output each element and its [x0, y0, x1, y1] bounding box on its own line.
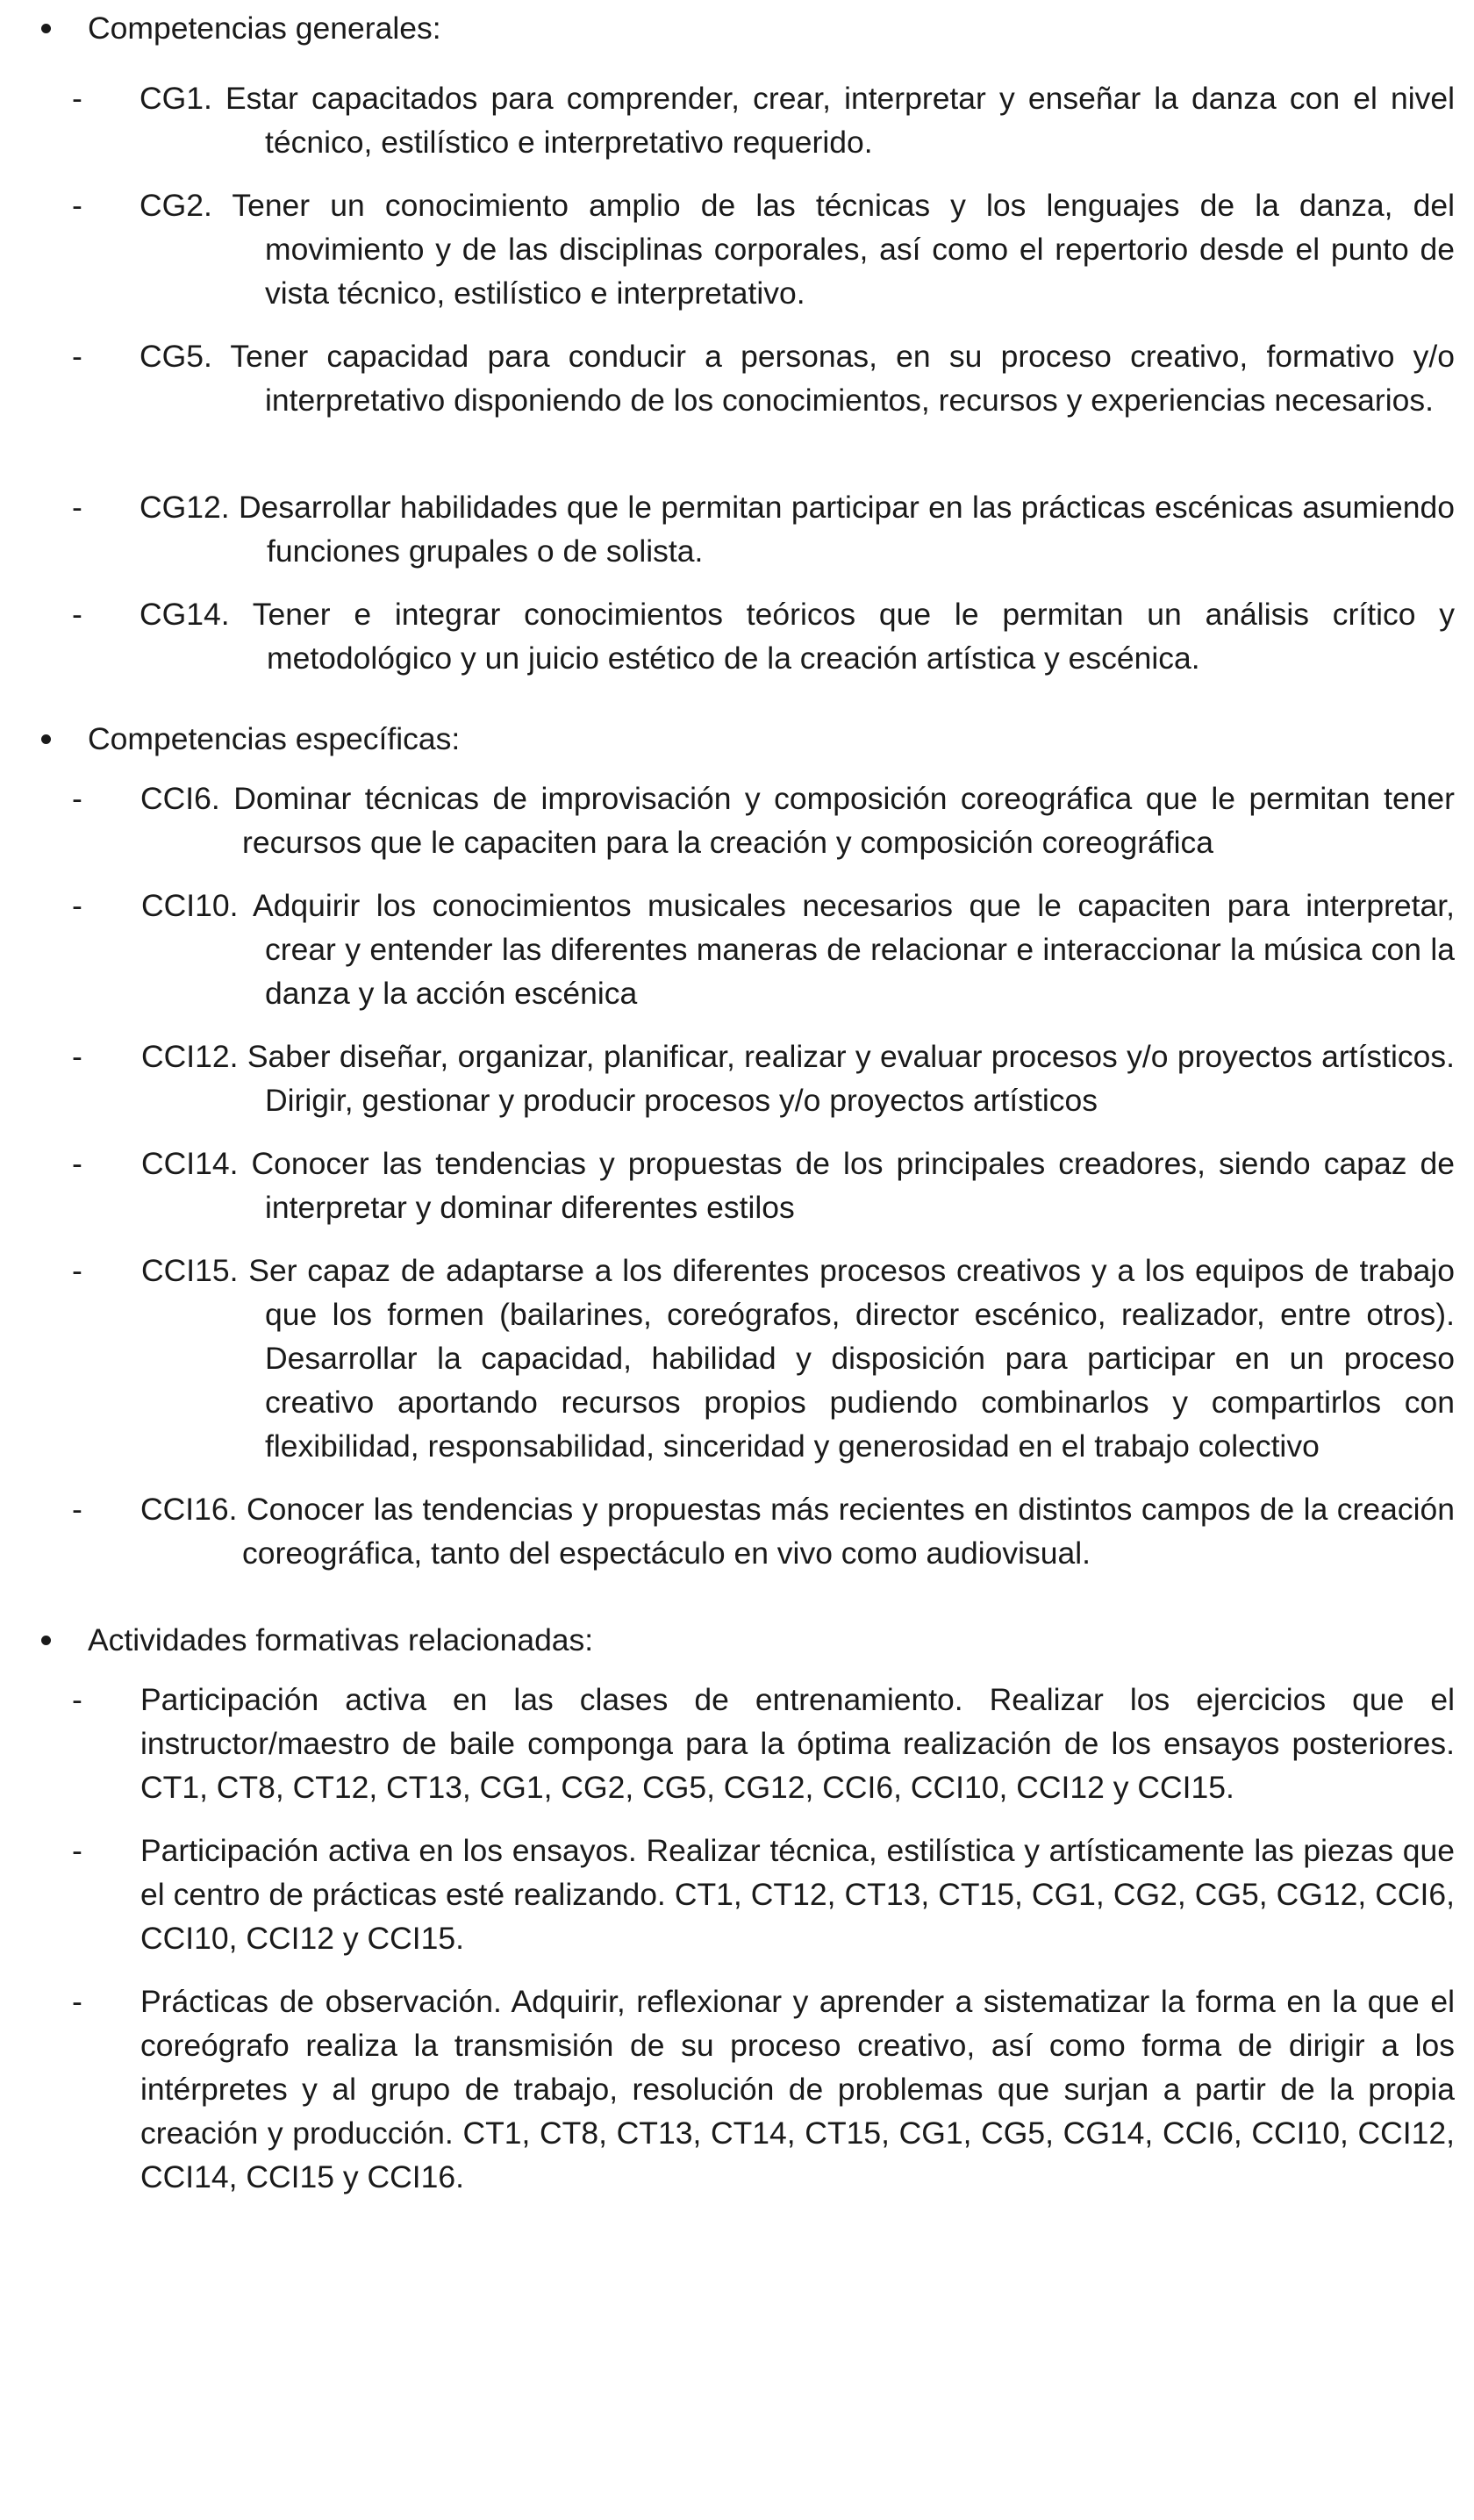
item-text: CG2. Tener un conocimiento amplio de las técnicas y los lenguajes de la danza, del movimiento y de las disciplinas corporales, así como el repertorio desde el punto de vista técnico, estilístico e interpretativo. — [140, 188, 1455, 311]
bullet-icon — [41, 1636, 51, 1645]
list-item — [0, 1249, 1455, 1468]
dash-marker: - — [72, 1682, 82, 1717]
heading-text: Competencias específicas: — [88, 721, 461, 756]
dash-marker: - — [72, 339, 82, 374]
list-item — [0, 1034, 1455, 1122]
list-item — [0, 485, 1455, 573]
section-actividades-formativas — [0, 1618, 1474, 2194]
heading-text: Actividades formativas relacionadas: — [88, 1622, 594, 1657]
list-item — [0, 777, 1455, 864]
list-item — [0, 76, 1455, 164]
dash-marker: - — [72, 1833, 82, 1868]
list-item — [0, 1829, 1455, 1960]
section-competencias-especificas — [0, 717, 1474, 1571]
item-text: CCI16. Conocer las tendencias y propuestas más recientes en distintos campos de la creación coreográfica, tanto del espectáculo en vivo como audiovisual. — [140, 1492, 1455, 1571]
dash-marker: - — [72, 1984, 82, 2019]
bullet-icon — [41, 24, 51, 33]
section-competencias-generales — [0, 6, 1474, 676]
list-item — [0, 183, 1455, 315]
bullet-icon — [41, 734, 51, 744]
dash-marker: - — [72, 81, 82, 116]
item-text: CG12. Desarrollar habilidades que le permitan participar en las prácticas escénicas asumiendo funciones grupales o de solista. — [140, 490, 1455, 569]
dash-marker: - — [72, 888, 82, 923]
item-text: CCI6. Dominar técnicas de improvisación y composición coreográfica que le permitan tener recursos que le capaciten para la creación y composición coreográfica — [140, 781, 1455, 860]
list-item — [0, 1487, 1455, 1575]
item-text: CG14. Tener e integrar conocimientos teóricos que le permitan un análisis crítico y metodológico y un juicio estético de la creación artística y escénica. — [140, 597, 1455, 676]
section-heading — [0, 6, 1474, 50]
dash-marker: - — [72, 1039, 82, 1074]
section-heading — [0, 1618, 1474, 1662]
list-item — [0, 1979, 1455, 2199]
heading-text: Competencias generales: — [88, 11, 441, 46]
dash-marker: - — [72, 490, 82, 525]
list-item — [0, 884, 1455, 1015]
item-text: CCI15. Ser capaz de adaptarse a los diferentes procesos creativos y a los equipos de trabajo que los formen (bailarines, coreógrafos, director escénico, realizador, entre otros). Desarrollar la capacidad, habilidad y disposición para participar en un proceso creativo aportando recursos propios pudiendo combinarlos y compartirlos con flexibilidad, responsabilidad, sinceridad y generosidad en el trabajo colectivo — [141, 1253, 1455, 1464]
item-text: CG1. Estar capacitados para comprender, crear, interpretar y enseñar la danza con el nivel técnico, estilístico e interpretativo requerido. — [140, 81, 1455, 160]
dash-marker: - — [72, 1492, 82, 1527]
dash-marker: - — [72, 597, 82, 632]
list-item — [0, 1142, 1455, 1229]
dash-marker: - — [72, 1253, 82, 1288]
dash-marker: - — [72, 1146, 82, 1181]
item-text: Participación activa en las clases de entrenamiento. Realizar los ejercicios que el instructor/maestro de baile componga para la óptima realización de los ensayos posteriores. CT1, CT8, CT12, CT13, CG1, CG2, CG5, CG12, CCI6, CCI10, CCI12 y CCI15. — [140, 1682, 1455, 1805]
item-text: CCI10. Adquirir los conocimientos musicales necesarios que le capaciten para interpretar, crear y entender las diferentes maneras de relacionar e interaccionar la música con la danza y la acción escénica — [141, 888, 1455, 1011]
section-heading — [0, 717, 1474, 761]
item-text: CG5. Tener capacidad para conducir a personas, en su proceso creativo, formativo y/o interpretativo disponiendo de los conocimientos, recursos y experiencias necesarios. — [140, 339, 1455, 418]
item-text: CCI12. Saber diseñar, organizar, planificar, realizar y evaluar procesos y/o proyectos artísticos. Dirigir, gestionar y producir procesos y/o proyectos artísticos — [141, 1039, 1455, 1118]
list-item — [0, 592, 1455, 680]
item-text: CCI14. Conocer las tendencias y propuestas de los principales creadores, siendo capaz de interpretar y dominar diferentes estilos — [141, 1146, 1455, 1225]
item-text: Participación activa en los ensayos. Realizar técnica, estilística y artísticamente las piezas que el centro de prácticas esté realizando. CT1, CT12, CT13, CT15, CG1, CG2, CG5, CG12, CCI6, CCI10, CCI12 y CCI15. — [140, 1833, 1455, 1956]
list-item — [0, 334, 1455, 422]
item-text: Prácticas de observación. Adquirir, reflexionar y aprender a sistematizar la forma en la que el coreógrafo realiza la transmisión de su proceso creativo, así como forma de dirigir a los intérpretes y al grupo de trabajo, resolución de problemas que surjan a partir de la propia creación y producción. CT1, CT8, CT13, CT14, CT15, CG1, CG5, CG14, CCI6, CCI10, CCI12, CCI14, CCI15 y CCI16. — [140, 1984, 1455, 2194]
dash-marker: - — [72, 781, 82, 816]
dash-marker: - — [72, 188, 82, 223]
list-item — [0, 1678, 1455, 1809]
